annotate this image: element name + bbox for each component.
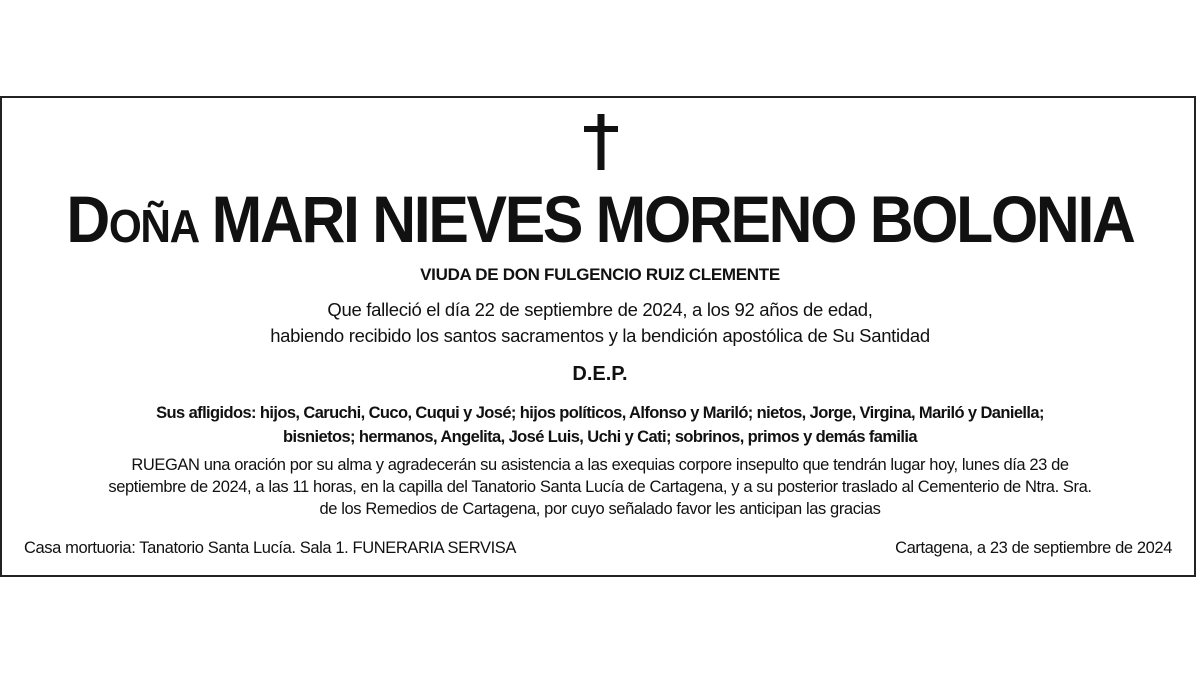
deceased-name xyxy=(50,180,1150,258)
funeral-line: de los Remedios de Cartagena, por cuyo señalado favor les anticipan las gracias xyxy=(319,500,881,518)
death-line: Que falleció el día 22 de septiembre de 2024, a los 92 años de edad, xyxy=(327,299,873,320)
obituary-card xyxy=(0,96,1196,577)
funeral-line: RUEGAN una oración por su alma y agradecerán su asistencia a las exequias corpore insepulto que tendrán lugar hoy, lunes día 23 de xyxy=(131,456,1069,474)
place-date: Cartagena, a 23 de septiembre de 2024 xyxy=(895,539,1172,557)
widow-line: VIUDA DE DON FULGENCIO RUIZ CLEMENTE xyxy=(420,265,780,284)
dep-label: D.E.P. xyxy=(572,363,628,385)
family-list xyxy=(2,401,1198,449)
funeral-details xyxy=(2,454,1198,520)
funeral-home-info: Casa mortuoria: Tanatorio Santa Lucía. Sala 1. FUNERARIA SERVISA xyxy=(24,539,516,557)
cross-icon xyxy=(582,114,620,170)
family-line: Sus afligidos: hijos, Caruchi, Cuco, Cuqui y José; hijos políticos, Alfonso y Mariló; nietos, Jorge, Virgina, Mariló y Daniella; xyxy=(156,404,1044,422)
death-line: habiendo recibido los santos sacramentos y la bendición apostólica de Su Santidad xyxy=(270,325,930,346)
death-statement xyxy=(2,297,1198,349)
family-line: bisnietos; hermanos, Angelita, José Luis, Uchi y Cati; sobrinos, primos y demás familia xyxy=(283,428,917,446)
title-prefix: Doña xyxy=(66,182,199,256)
funeral-line: septiembre de 2024, a las 11 horas, en la capilla del Tanatorio Santa Lucía de Cartagena, y a su posterior traslado al Cementerio de Ntra. Sra. xyxy=(108,478,1092,496)
full-name: MARI NIEVES MORENO BOLONIA xyxy=(211,182,1134,256)
